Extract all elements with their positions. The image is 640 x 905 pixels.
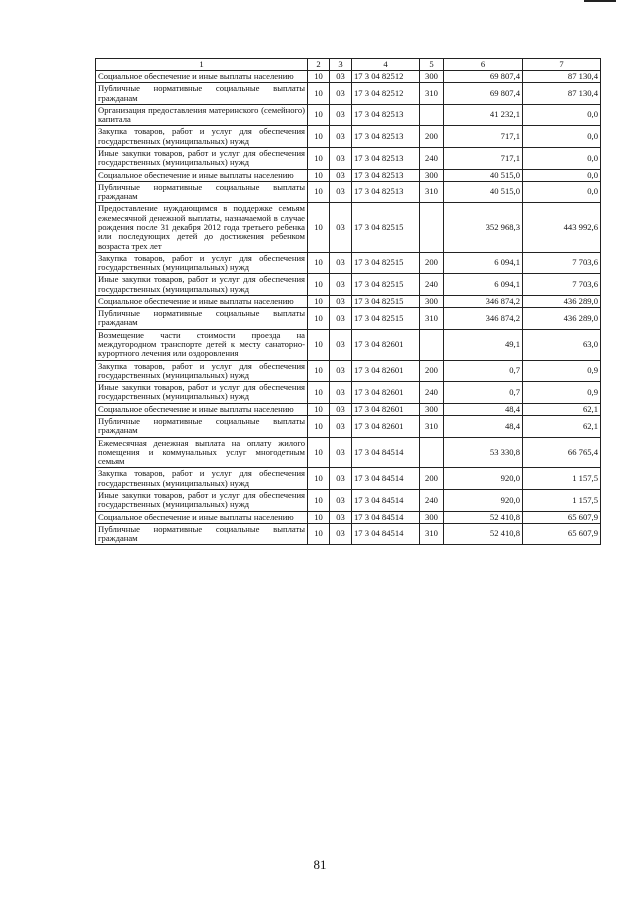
table-row <box>96 104 601 126</box>
row-subsection-cell: 03 <box>330 360 352 382</box>
row-section-cell: 10 <box>308 169 330 181</box>
row-amount-year2-cell: 62,1 <box>523 403 601 415</box>
table-row <box>96 360 601 382</box>
row-subsection-cell: 03 <box>330 382 352 404</box>
row-subsection-cell: 03 <box>330 126 352 148</box>
row-amount-year1-cell: 41 232,1 <box>444 104 523 126</box>
row-amount-year1-cell: 49,1 <box>444 329 523 360</box>
row-expense-type-cell: 240 <box>420 382 444 404</box>
row-section-cell: 10 <box>308 147 330 169</box>
row-amount-year2-cell: 87 130,4 <box>523 83 601 105</box>
row-amount-year2-cell: 7 703,6 <box>523 274 601 296</box>
row-subsection-cell: 03 <box>330 274 352 296</box>
row-target-code-cell: 17 3 04 82513 <box>352 147 420 169</box>
row-amount-year1-cell: 0,7 <box>444 360 523 382</box>
table-row <box>96 71 601 83</box>
row-name-cell: Возмещение части стоимости проезда на междугородном транспорте детей к месту санаторно-курортного лечения или оздоровления <box>96 329 308 360</box>
row-subsection-cell: 03 <box>330 181 352 203</box>
row-amount-year1-cell: 48,4 <box>444 403 523 415</box>
row-name-cell: Иные закупки товаров, работ и услуг для обеспечения государственных (муниципальных) нужд <box>96 147 308 169</box>
row-section-cell: 10 <box>308 403 330 415</box>
row-expense-type-cell <box>420 203 444 252</box>
row-expense-type-cell: 240 <box>420 489 444 511</box>
row-amount-year1-cell: 346 874,2 <box>444 295 523 307</box>
table-row <box>96 83 601 105</box>
row-subsection-cell: 03 <box>330 511 352 523</box>
table-row <box>96 437 601 468</box>
row-subsection-cell: 03 <box>330 468 352 490</box>
row-target-code-cell: 17 3 04 82513 <box>352 181 420 203</box>
row-expense-type-cell: 240 <box>420 147 444 169</box>
row-subsection-cell: 03 <box>330 437 352 468</box>
row-name-cell: Социальное обеспечение и иные выплаты населению <box>96 403 308 415</box>
row-subsection-cell: 03 <box>330 147 352 169</box>
row-expense-type-cell: 310 <box>420 308 444 330</box>
row-section-cell: 10 <box>308 252 330 274</box>
row-target-code-cell: 17 3 04 82601 <box>352 416 420 438</box>
row-amount-year1-cell: 53 330,8 <box>444 437 523 468</box>
row-subsection-cell: 03 <box>330 308 352 330</box>
row-expense-type-cell: 200 <box>420 126 444 148</box>
row-amount-year2-cell: 0,0 <box>523 147 601 169</box>
row-target-code-cell: 17 3 04 82601 <box>352 382 420 404</box>
row-expense-type-cell: 300 <box>420 295 444 307</box>
page-number: 81 <box>313 857 327 872</box>
row-name-cell: Публичные нормативные социальные выплаты гражданам <box>96 523 308 545</box>
row-amount-year2-cell: 66 765,4 <box>523 437 601 468</box>
row-name-cell: Закупка товаров, работ и услуг для обеспечения государственных (муниципальных) нужд <box>96 360 308 382</box>
row-amount-year2-cell: 63,0 <box>523 329 601 360</box>
row-name-cell: Организация предоставления материнского (семейного) капитала <box>96 104 308 126</box>
table-row <box>96 329 601 360</box>
row-target-code-cell: 17 3 04 82601 <box>352 360 420 382</box>
row-amount-year1-cell: 717,1 <box>444 126 523 148</box>
row-section-cell: 10 <box>308 71 330 83</box>
row-expense-type-cell: 310 <box>420 181 444 203</box>
row-subsection-cell: 03 <box>330 329 352 360</box>
row-amount-year1-cell: 346 874,2 <box>444 308 523 330</box>
row-expense-type-cell: 310 <box>420 83 444 105</box>
row-name-cell: Социальное обеспечение и иные выплаты населению <box>96 71 308 83</box>
row-amount-year2-cell: 1 157,5 <box>523 489 601 511</box>
row-section-cell: 10 <box>308 329 330 360</box>
header-cell: 2 <box>308 59 330 71</box>
row-target-code-cell: 17 3 04 82515 <box>352 203 420 252</box>
row-subsection-cell: 03 <box>330 252 352 274</box>
row-amount-year2-cell: 443 992,6 <box>523 203 601 252</box>
row-amount-year2-cell: 87 130,4 <box>523 71 601 83</box>
row-section-cell: 10 <box>308 360 330 382</box>
row-target-code-cell: 17 3 04 82512 <box>352 71 420 83</box>
row-subsection-cell: 03 <box>330 169 352 181</box>
row-amount-year2-cell: 62,1 <box>523 416 601 438</box>
row-expense-type-cell: 310 <box>420 416 444 438</box>
row-amount-year1-cell: 40 515,0 <box>444 181 523 203</box>
row-amount-year1-cell: 920,0 <box>444 489 523 511</box>
table-row <box>96 511 601 523</box>
row-name-cell: Социальное обеспечение и иные выплаты населению <box>96 169 308 181</box>
row-amount-year2-cell: 0,9 <box>523 360 601 382</box>
header-cell: 1 <box>96 59 308 71</box>
table-row <box>96 252 601 274</box>
row-amount-year2-cell: 65 607,9 <box>523 523 601 545</box>
row-subsection-cell: 03 <box>330 71 352 83</box>
row-name-cell: Иные закупки товаров, работ и услуг для обеспечения государственных (муниципальных) нужд <box>96 489 308 511</box>
row-name-cell: Предоставление нуждающимся в поддержке семьям ежемесячной денежной выплаты, назначаемой в случае рождения после 31 декабря 2012 года третьего ребенка или последующих детей до достижения ребенком возраста трех лет <box>96 203 308 252</box>
row-target-code-cell: 17 3 04 82513 <box>352 104 420 126</box>
table-row <box>96 169 601 181</box>
row-amount-year1-cell: 920,0 <box>444 468 523 490</box>
row-expense-type-cell: 300 <box>420 169 444 181</box>
row-name-cell: Закупка товаров, работ и услуг для обеспечения государственных (муниципальных) нужд <box>96 252 308 274</box>
row-amount-year1-cell: 69 807,4 <box>444 71 523 83</box>
row-section-cell: 10 <box>308 382 330 404</box>
row-section-cell: 10 <box>308 437 330 468</box>
row-target-code-cell: 17 3 04 82601 <box>352 329 420 360</box>
header-cell: 5 <box>420 59 444 71</box>
row-name-cell: Публичные нормативные социальные выплаты гражданам <box>96 181 308 203</box>
row-section-cell: 10 <box>308 83 330 105</box>
table-row <box>96 403 601 415</box>
header-cell: 3 <box>330 59 352 71</box>
row-subsection-cell: 03 <box>330 83 352 105</box>
table-row <box>96 523 601 545</box>
row-subsection-cell: 03 <box>330 295 352 307</box>
row-amount-year1-cell: 52 410,8 <box>444 523 523 545</box>
row-amount-year2-cell: 0,0 <box>523 126 601 148</box>
row-subsection-cell: 03 <box>330 489 352 511</box>
row-name-cell: Закупка товаров, работ и услуг для обеспечения государственных (муниципальных) нужд <box>96 468 308 490</box>
row-amount-year2-cell: 65 607,9 <box>523 511 601 523</box>
row-expense-type-cell: 200 <box>420 360 444 382</box>
row-amount-year1-cell: 52 410,8 <box>444 511 523 523</box>
row-amount-year2-cell: 7 703,6 <box>523 252 601 274</box>
table-row <box>96 382 601 404</box>
row-section-cell: 10 <box>308 308 330 330</box>
row-target-code-cell: 17 3 04 82513 <box>352 169 420 181</box>
row-target-code-cell: 17 3 04 82515 <box>352 252 420 274</box>
row-amount-year1-cell: 6 094,1 <box>444 274 523 296</box>
row-expense-type-cell: 300 <box>420 71 444 83</box>
table-row <box>96 295 601 307</box>
row-section-cell: 10 <box>308 181 330 203</box>
row-section-cell: 10 <box>308 468 330 490</box>
row-target-code-cell: 17 3 04 84514 <box>352 489 420 511</box>
row-expense-type-cell <box>420 437 444 468</box>
row-expense-type-cell: 300 <box>420 511 444 523</box>
row-amount-year2-cell: 1 157,5 <box>523 468 601 490</box>
row-target-code-cell: 17 3 04 82513 <box>352 126 420 148</box>
header-cell: 6 <box>444 59 523 71</box>
row-target-code-cell: 17 3 04 82601 <box>352 403 420 415</box>
row-name-cell: Публичные нормативные социальные выплаты гражданам <box>96 416 308 438</box>
row-section-cell: 10 <box>308 104 330 126</box>
row-target-code-cell: 17 3 04 82515 <box>352 274 420 296</box>
row-amount-year2-cell: 0,0 <box>523 169 601 181</box>
row-name-cell: Социальное обеспечение и иные выплаты населению <box>96 511 308 523</box>
row-section-cell: 10 <box>308 489 330 511</box>
row-name-cell: Закупка товаров, работ и услуг для обеспечения государственных (муниципальных) нужд <box>96 126 308 148</box>
table-row <box>96 126 601 148</box>
table-row <box>96 489 601 511</box>
row-amount-year1-cell: 69 807,4 <box>444 83 523 105</box>
row-amount-year2-cell: 0,0 <box>523 104 601 126</box>
row-name-cell: Социальное обеспечение и иные выплаты населению <box>96 295 308 307</box>
row-amount-year1-cell: 352 968,3 <box>444 203 523 252</box>
row-expense-type-cell: 240 <box>420 274 444 296</box>
row-target-code-cell: 17 3 04 84514 <box>352 437 420 468</box>
table-row <box>96 468 601 490</box>
table-row <box>96 274 601 296</box>
row-name-cell: Иные закупки товаров, работ и услуг для обеспечения государственных (муниципальных) нужд <box>96 382 308 404</box>
row-subsection-cell: 03 <box>330 203 352 252</box>
row-amount-year2-cell: 436 289,0 <box>523 295 601 307</box>
table-row <box>96 308 601 330</box>
row-section-cell: 10 <box>308 295 330 307</box>
row-target-code-cell: 17 3 04 84514 <box>352 523 420 545</box>
row-name-cell: Ежемесячная денежная выплата на оплату жилого помещения и коммунальных услуг многодетным семьям <box>96 437 308 468</box>
header-cell: 4 <box>352 59 420 71</box>
row-expense-type-cell <box>420 104 444 126</box>
row-subsection-cell: 03 <box>330 416 352 438</box>
row-expense-type-cell: 310 <box>420 523 444 545</box>
table-header-row <box>96 59 601 71</box>
row-subsection-cell: 03 <box>330 403 352 415</box>
row-subsection-cell: 03 <box>330 104 352 126</box>
row-target-code-cell: 17 3 04 82515 <box>352 308 420 330</box>
row-name-cell: Иные закупки товаров, работ и услуг для обеспечения государственных (муниципальных) нужд <box>96 274 308 296</box>
table-row <box>96 181 601 203</box>
row-section-cell: 10 <box>308 416 330 438</box>
row-expense-type-cell: 300 <box>420 403 444 415</box>
scan-corner-mark <box>584 0 616 2</box>
row-target-code-cell: 17 3 04 82515 <box>352 295 420 307</box>
row-expense-type-cell <box>420 329 444 360</box>
row-section-cell: 10 <box>308 511 330 523</box>
budget-table <box>95 58 601 545</box>
row-amount-year1-cell: 717,1 <box>444 147 523 169</box>
row-amount-year1-cell: 0,7 <box>444 382 523 404</box>
table-row <box>96 147 601 169</box>
row-section-cell: 10 <box>308 203 330 252</box>
row-name-cell: Публичные нормативные социальные выплаты гражданам <box>96 83 308 105</box>
row-section-cell: 10 <box>308 523 330 545</box>
row-expense-type-cell: 200 <box>420 252 444 274</box>
row-section-cell: 10 <box>308 126 330 148</box>
row-target-code-cell: 17 3 04 82512 <box>352 83 420 105</box>
row-amount-year1-cell: 40 515,0 <box>444 169 523 181</box>
row-amount-year2-cell: 0,9 <box>523 382 601 404</box>
row-amount-year2-cell: 0,0 <box>523 181 601 203</box>
header-cell: 7 <box>523 59 601 71</box>
row-target-code-cell: 17 3 04 84514 <box>352 511 420 523</box>
table-row <box>96 416 601 438</box>
row-name-cell: Публичные нормативные социальные выплаты гражданам <box>96 308 308 330</box>
row-expense-type-cell: 200 <box>420 468 444 490</box>
row-amount-year1-cell: 6 094,1 <box>444 252 523 274</box>
table-row <box>96 203 601 252</box>
row-target-code-cell: 17 3 04 84514 <box>352 468 420 490</box>
row-amount-year1-cell: 48,4 <box>444 416 523 438</box>
row-section-cell: 10 <box>308 274 330 296</box>
row-amount-year2-cell: 436 289,0 <box>523 308 601 330</box>
row-subsection-cell: 03 <box>330 523 352 545</box>
